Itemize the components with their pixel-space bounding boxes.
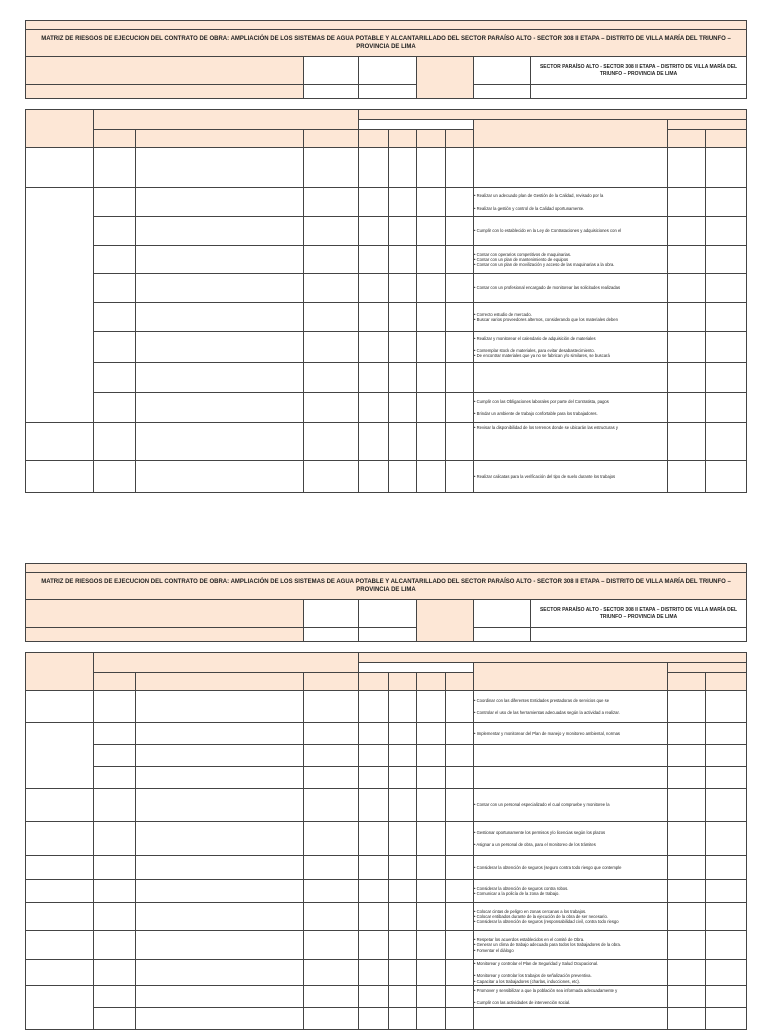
mitigation-cell xyxy=(474,217,668,246)
table-row xyxy=(26,880,747,903)
table-row xyxy=(26,274,747,303)
mitigation-line: • Coordinar con las diferentes Entidades prestadoras de servicios que se xyxy=(474,697,610,703)
location-text: SECTOR PARAÍSO ALTO - SECTOR 308 II ETAPA – DISTRITO DE VILLA MARÍA DEL TRIUNFO – PROVINCIA DE LIMA xyxy=(531,57,747,85)
matrix-title: MATRIZ DE RIESGOS DE EJECUCION DEL CONTRATO DE OBRA: AMPLIACIÓN DE LOS SISTEMAS DE AGUA POTABLE Y ALCANTARILLADO DEL SECTOR PARAÍSO ALTO - SECTOR 308 II ETAPA – DISTRITO DE VILLA MARÍA DEL TRIUNFO – PROVINCIA DE LIMA xyxy=(26,30,747,57)
mitigation-line: • Considerar la obtención de seguros contra robos. xyxy=(474,885,569,891)
mitigation-cell xyxy=(474,723,668,745)
mitigation-line: • Cumplir con las Obligaciones laborales por parte del Contratista, pagos xyxy=(474,398,609,404)
mitigation-gap xyxy=(474,835,667,842)
mitigation-line: • Considerar la obtención de seguros (seguro contra todo riesgo que contemple xyxy=(474,864,622,870)
mitigation-line: • Considerar la obtención de seguros (responsabilidad civil, contra todo riesgo xyxy=(474,919,619,925)
table-row xyxy=(26,246,747,274)
mitigation-line: • Cumplir con lo establecido en la Ley de Contrataciones y adquisiciones con el xyxy=(474,228,622,234)
table-row xyxy=(26,745,747,767)
mitigation-line: • Gestionar oportunamente los permisos y/o licencias según los plazos xyxy=(474,829,606,835)
header-table xyxy=(25,563,747,642)
mitigation-cell xyxy=(474,461,668,493)
mitigation-line: • Brindar un ambiente de trabajo confortable para los trabajadores. xyxy=(474,411,598,416)
mitigation-cell xyxy=(474,767,668,789)
mitigation-cell xyxy=(474,274,668,303)
table-row xyxy=(26,723,747,745)
table-row xyxy=(26,363,747,393)
table-row xyxy=(26,423,747,461)
mitigation-cell xyxy=(474,903,668,931)
mitigation-cell xyxy=(474,332,668,363)
mitigation-line: • Contar con un personal especializado el cual compruebe y monitoree la xyxy=(474,802,610,808)
mitigation-gap xyxy=(474,752,667,759)
mitigation-line: • Respetar los acuerdos establecidos en el comité de Obra. xyxy=(474,937,585,943)
mitigation-gap xyxy=(474,966,667,973)
mitigation-line: • Cumplir con las actividades de intervención social. xyxy=(474,1000,571,1005)
mitigation-line: • Promover y sensibilizar a que la población sea informada adecuadamente y xyxy=(474,987,618,993)
mitigation-gap xyxy=(474,774,667,781)
mitigation-line: • Contar con un plan de mantenimiento de equipos xyxy=(474,256,569,262)
mitigation-line: • Realizar calicatas para la verificación del tipo de suelo durante los trabajos xyxy=(474,473,616,479)
mitigation-line: • De encontrar materiales que ya no se fabrican y/o similares, se buscará xyxy=(474,353,610,359)
mitigation-gap xyxy=(474,404,667,411)
mitigation-cell xyxy=(474,246,668,274)
table-row xyxy=(26,303,747,332)
risk-matrix-table xyxy=(25,652,747,1030)
mitigation-line: • Buscar varios proveedores alternos, considerando que los materiales deben xyxy=(474,317,618,322)
table-row xyxy=(26,332,747,363)
mitigation-cell xyxy=(474,856,668,880)
mitigation-cell xyxy=(474,423,668,461)
mitigation-cell xyxy=(474,822,668,856)
mitigation-line: • Contar con un plan de movilización y acceso de las maquinarias a la obra. xyxy=(474,262,615,268)
table-row xyxy=(26,217,747,246)
mitigation-gap xyxy=(474,1015,667,1022)
header-table xyxy=(25,20,747,99)
mitigation-cell xyxy=(474,188,668,217)
table-row xyxy=(26,822,747,856)
mitigation-cell xyxy=(474,148,668,188)
mitigation-line: • Realizar la gestión y control de la Calidad oportunamente. xyxy=(474,205,585,211)
mitigation-line: • Controlar el uso de las herramientas adecuadas según la actividad a realizar. xyxy=(474,710,620,715)
table-row xyxy=(26,767,747,789)
mitigation-cell xyxy=(474,880,668,903)
mitigation-gap xyxy=(474,341,667,348)
mitigation-gap xyxy=(474,164,667,171)
mitigation-line: • Realizar un adecuado plan de Gestión de la Calidad, revisado por la xyxy=(474,193,604,199)
table-row xyxy=(26,148,747,188)
table-row xyxy=(26,931,747,960)
table-row xyxy=(26,856,747,880)
mitigation-line: • Monitorear y controlar los trabajos de señalización preventiva. xyxy=(474,973,592,979)
mitigation-line: • Realizar y monitorear el calendario de adquisición de materiales xyxy=(474,335,596,341)
mitigation-gap xyxy=(474,703,667,710)
table-row xyxy=(26,960,747,986)
mitigation-line: • Colocar cintas de peligro en zonas cercanas a los trabajos. xyxy=(474,908,587,914)
mitigation-line: • Correcto estudio de mercado. xyxy=(474,311,532,317)
mitigation-cell xyxy=(474,931,668,960)
mitigation-cell xyxy=(474,789,668,822)
mitigation-cell xyxy=(474,1008,668,1030)
mitigation-gap xyxy=(474,374,667,381)
table-row xyxy=(26,986,747,1008)
table-row xyxy=(26,1008,747,1030)
mitigation-line: • Contemplar stock de materiales, para evitar desabastecimiento. xyxy=(474,347,595,353)
mitigation-cell xyxy=(474,303,668,332)
mitigation-line: • Asignar a un personal de obra, para el monitoreo de los trámites xyxy=(474,842,596,847)
mitigation-cell xyxy=(474,960,668,986)
table-row xyxy=(26,903,747,931)
mitigation-line: • Revisar la disponibilidad de los terrenos donde se ubicarán las estructuras y xyxy=(474,425,618,430)
table-row xyxy=(26,461,747,493)
mitigation-line: • Contar con un profesional encargado de monitorear las solicitudes realizadas xyxy=(474,285,621,291)
mitigation-line: • Capacitar a los trabajadores (charlas, inducciones, etc). xyxy=(474,978,580,984)
mitigation-cell xyxy=(474,393,668,423)
mitigation-gap xyxy=(474,993,667,1000)
table-row xyxy=(26,393,747,423)
risk-matrix-table xyxy=(25,109,747,493)
mitigation-line: • Colocar entibados durante de la ejecución de la obra de ser necesario. xyxy=(474,913,608,919)
mitigation-cell xyxy=(474,745,668,767)
mitigation-cell xyxy=(474,691,668,723)
table-row xyxy=(26,188,747,217)
mitigation-line: • Fomentar el diálogo xyxy=(474,947,514,953)
mitigation-cell xyxy=(474,986,668,1008)
mitigation-line: • Implementar y monitorear del Plan de manejo y monitoreo ambiental, normas xyxy=(474,730,621,736)
mitigation-cell xyxy=(474,363,668,393)
mitigation-line: • Monitorear y controlar el Plan de Seguridad y Salud Ocupacional. xyxy=(474,961,599,967)
location-text: SECTOR PARAÍSO ALTO - SECTOR 308 II ETAPA – DISTRITO DE VILLA MARÍA DEL TRIUNFO – PROVINCIA DE LIMA xyxy=(531,600,747,628)
mitigation-line: • Contar con operarios competitivos de maquinarias. xyxy=(474,251,572,257)
mitigation-line: • Comunicar a la policía de la zona de trabajo. xyxy=(474,891,560,896)
table-row xyxy=(26,691,747,723)
matrix-title: MATRIZ DE RIESGOS DE EJECUCION DEL CONTRATO DE OBRA: AMPLIACIÓN DE LOS SISTEMAS DE AGUA POTABLE Y ALCANTARILLADO DEL SECTOR PARAÍSO ALTO - SECTOR 308 II ETAPA – DISTRITO DE VILLA MARÍA DEL TRIUNFO – PROVINCIA DE LIMA xyxy=(26,573,747,600)
table-row xyxy=(26,789,747,822)
mitigation-gap xyxy=(474,199,667,206)
mitigation-line: • Generar un clima de trabajo adecuado para todos los trabajadores de la obra. xyxy=(474,942,621,948)
